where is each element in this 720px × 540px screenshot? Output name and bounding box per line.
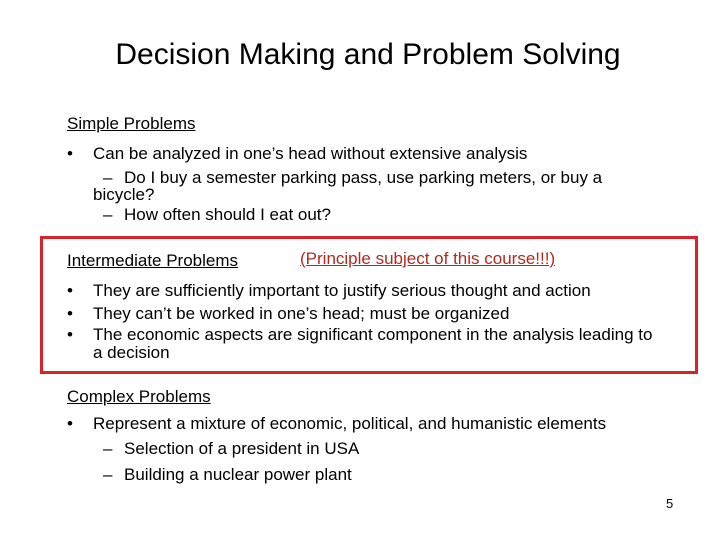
intermediate-item-1: They are sufficiently important to justify serious thought and action — [93, 281, 591, 300]
simple-subitem-1-continued: bicycle? — [93, 185, 155, 204]
bullet-icon: • — [67, 414, 73, 433]
complex-subitem-1: Selection of a president in USA — [124, 439, 360, 458]
intermediate-item-2: They can’t be worked in one’s head; must be organized — [93, 304, 510, 323]
intermediate-problems-heading: Intermediate Problems — [67, 251, 239, 270]
course-subject-note: (Principle subject of this course!!!) — [300, 249, 556, 268]
bullet-icon: • — [67, 144, 73, 163]
bullet-icon: • — [67, 304, 73, 323]
complex-problems-item: Represent a mixture of economic, political, and humanistic elements — [93, 414, 607, 433]
dash-icon: – — [103, 168, 113, 187]
dash-icon: – — [103, 205, 113, 224]
intermediate-item-3: The economic aspects are significant component in the analysis leading to — [93, 325, 653, 344]
simple-problems-item: Can be analyzed in one’s head without extensive analysis — [93, 144, 528, 163]
simple-subitem-1: Do I buy a semester parking pass, use parking meters, or buy a — [124, 168, 603, 187]
complex-problems-heading: Complex Problems — [67, 387, 211, 406]
dash-icon: – — [103, 439, 113, 458]
simple-problems-heading: Simple Problems — [67, 114, 196, 133]
intermediate-item-3-continued: a decision — [93, 343, 170, 362]
slide-title: Decision Making and Problem Solving — [115, 38, 621, 71]
bullet-icon: • — [67, 325, 73, 344]
complex-subitem-2: Building a nuclear power plant — [124, 465, 352, 484]
bullet-icon: • — [67, 281, 73, 300]
simple-subitem-2: How often should I eat out? — [124, 205, 331, 224]
page-number: 5 — [666, 496, 674, 511]
dash-icon: – — [103, 465, 113, 484]
